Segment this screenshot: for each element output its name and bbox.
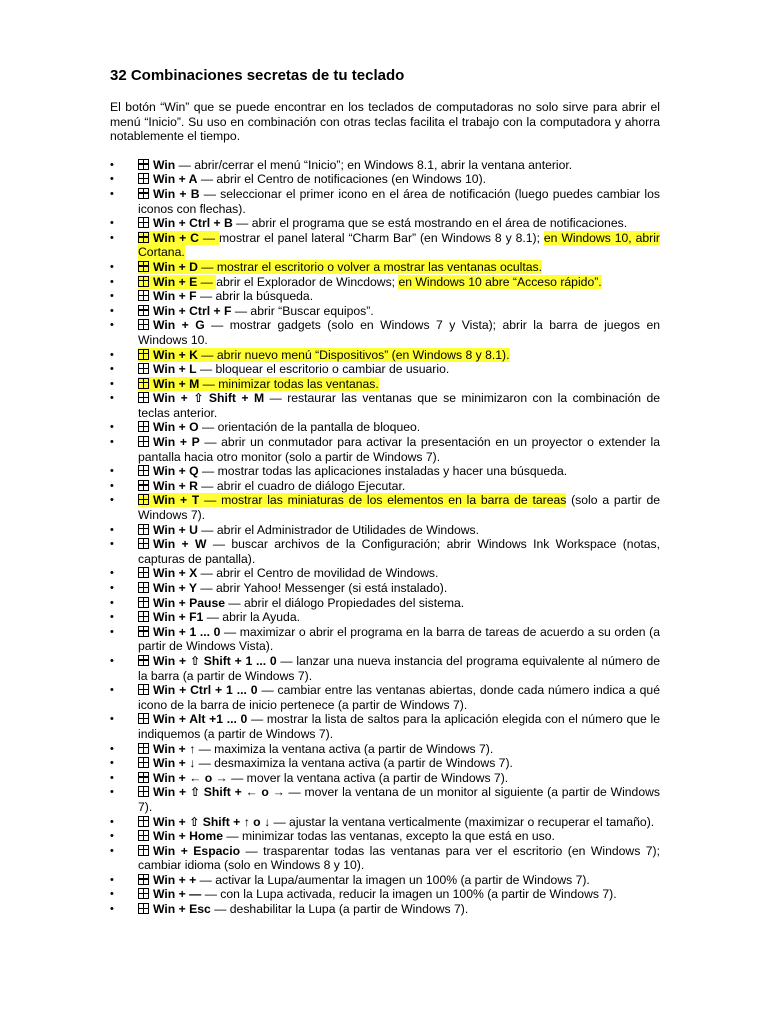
shortcut-description: — minimizar todas las ventanas, excepto la que está en uso. — [222, 829, 555, 844]
shortcut-keys: Win + Home — [153, 829, 223, 844]
shortcut-item — [110, 479, 660, 494]
shortcut-keys-wrapper — [138, 712, 247, 726]
shortcut-keys-wrapper — [138, 785, 285, 799]
shortcut-keys: Win + + — [153, 872, 197, 887]
shortcut-keys-wrapper — [138, 829, 223, 843]
shortcut-list — [110, 158, 660, 917]
shortcut-description: — abrir el programa que se está mostrando en el área de notificaciones. — [232, 216, 628, 231]
shortcut-description: — cambiar entre las ventanas abiertas, donde cada número indica a qué icono de la barra de inicio pertenece (a partir de Windows 7). — [138, 683, 660, 712]
bullet-marker: • — [110, 231, 114, 244]
shortcut-item — [110, 712, 660, 741]
bullet-marker: • — [110, 582, 114, 594]
shortcut-keys: Win + Y — [153, 581, 198, 595]
shortcut-keys: Win + ⇧ Shift + 1 ... 0 — [153, 653, 277, 668]
bullet-marker: • — [110, 377, 114, 390]
bullet-marker: • — [110, 654, 114, 667]
shortcut-keys: Win + Espacio — [153, 843, 241, 858]
shortcut-description-highlighted: — abrir nuevo menú “Dispositivos” (en Windows 8 y 8.1). — [197, 347, 510, 362]
shortcut-keys-wrapper — [138, 742, 195, 756]
shortcut-item — [110, 902, 660, 917]
bullet-marker: • — [110, 830, 114, 843]
shortcut-description: — maximizar o abrir el programa en la barra de tareas de acuerdo a su orden (a partir de Windows Vista). — [138, 624, 660, 654]
windows-key-icon — [138, 567, 149, 578]
windows-key-icon — [138, 743, 149, 754]
shortcut-item — [110, 435, 660, 464]
windows-key-icon — [138, 626, 149, 637]
windows-key-icon — [138, 232, 149, 243]
shortcut-description: — abrir la búsqueda. — [196, 289, 314, 304]
windows-key-icon — [138, 597, 149, 608]
shortcut-keys: Win + F1 — [153, 610, 204, 625]
shortcut-keys-wrapper — [138, 537, 207, 551]
shortcut-keys: Win + ↓ — [153, 756, 196, 771]
shortcut-item — [110, 756, 660, 771]
shortcut-item — [110, 420, 660, 435]
shortcut-keys-wrapper — [138, 683, 258, 697]
shortcut-keys: Win + D — [153, 259, 198, 274]
shortcut-item — [110, 683, 660, 712]
bullet-marker: • — [110, 903, 114, 916]
shortcut-keys-wrapper — [138, 362, 197, 376]
shortcut-item — [110, 391, 660, 420]
shortcut-item — [110, 873, 660, 888]
bullet-marker: • — [110, 173, 114, 186]
bullet-marker: • — [110, 523, 114, 536]
bullet-marker: • — [110, 319, 114, 332]
bullet-marker: • — [110, 479, 114, 492]
shortcut-description: (solo a partir de Windows 7). — [138, 493, 660, 523]
windows-key-icon — [138, 611, 149, 622]
shortcut-item — [110, 537, 660, 566]
shortcut-keys-wrapper — [138, 771, 228, 785]
shortcut-item — [110, 362, 660, 377]
windows-key-icon — [138, 888, 149, 899]
shortcut-keys: Win + ⇧ Shift + ← o → — [153, 785, 285, 800]
shortcut-description: — seleccionar el primer icono en el área de notificación (luego puedes cambiar los iconos con flechas). — [138, 186, 660, 216]
shortcut-keys-wrapper — [138, 158, 175, 172]
windows-key-icon — [138, 378, 149, 389]
bullet-marker: • — [110, 363, 114, 376]
shortcut-keys-wrapper — [138, 377, 199, 391]
shortcut-description-highlighted: — mostrar el escritorio o volver a mostrar las ventanas ocultas. — [197, 259, 543, 274]
windows-key-icon — [138, 421, 149, 432]
shortcut-keys-wrapper — [138, 756, 195, 770]
bullet-marker: • — [110, 625, 114, 638]
shortcut-description: — abrir Yahoo! Messenger (si está instalado). — [197, 581, 448, 595]
shortcut-description: — restaurar las ventanas que se minimizaron con la combinación de teclas anterior. — [138, 391, 660, 420]
shortcut-item — [110, 654, 660, 683]
windows-key-icon — [138, 713, 149, 724]
bullet-marker: • — [110, 158, 114, 171]
bullet-marker: • — [110, 786, 114, 799]
shortcut-description: — abrir el Administrador de Utilidades de Windows. — [197, 522, 480, 537]
windows-key-icon — [138, 392, 149, 403]
windows-key-icon — [138, 786, 149, 797]
shortcut-keys: Win + Pause — [153, 595, 226, 610]
shortcut-item — [110, 815, 660, 830]
shortcut-item — [110, 216, 660, 231]
shortcut-keys-wrapper — [138, 304, 231, 318]
bullet-marker: • — [110, 844, 114, 857]
bullet-marker: • — [110, 538, 114, 551]
shortcut-keys-wrapper — [138, 391, 264, 405]
windows-key-icon — [138, 290, 149, 301]
shortcut-keys-wrapper — [138, 420, 199, 434]
shortcut-item — [110, 610, 660, 625]
document-page — [110, 66, 660, 917]
shortcut-description: — ajustar la ventana verticalmente (maximizar o recuperar el tamaño). — [270, 814, 655, 829]
shortcut-description: — — [198, 230, 220, 245]
windows-key-icon — [138, 538, 149, 549]
shortcut-keys-wrapper — [138, 873, 196, 887]
shortcut-keys: Win + 1 ... 0 — [153, 624, 221, 639]
bullet-marker: • — [110, 260, 114, 273]
shortcut-keys-wrapper — [138, 581, 197, 595]
shortcut-description-highlighted: — minimizar todas las ventanas. — [199, 376, 379, 391]
shortcut-description: — trasparentar todas las ventanas para ver el escritorio (en Windows 7); cambiar idioma (solo en Windows 8 y 10). — [138, 843, 660, 873]
shortcut-description: — abrir el cuadro de diálogo Ejecutar. — [197, 478, 406, 493]
shortcut-item — [110, 887, 660, 902]
bullet-marker: • — [110, 596, 114, 609]
shortcut-item — [110, 172, 660, 187]
bullet-marker: • — [110, 494, 114, 507]
windows-key-icon — [138, 261, 149, 272]
windows-key-icon — [138, 159, 149, 170]
shortcut-item — [110, 231, 660, 260]
bullet-marker: • — [110, 611, 114, 624]
windows-key-icon — [138, 465, 149, 476]
windows-key-icon — [138, 305, 149, 316]
shortcut-item — [110, 289, 660, 304]
windows-key-icon — [138, 173, 149, 184]
shortcut-description: — mostrar la lista de saltos para la aplicación elegida con el número que le indiquemos (a partir de Windows 7). — [138, 712, 660, 741]
shortcut-item — [110, 275, 660, 290]
shortcut-keys-wrapper — [138, 596, 225, 610]
windows-key-icon — [138, 188, 149, 199]
shortcut-description: — abrir el Centro de movilidad de Windows. — [197, 566, 439, 581]
bullet-marker: • — [110, 290, 114, 303]
windows-key-icon — [138, 845, 149, 856]
shortcut-item — [110, 377, 660, 392]
shortcut-keys-wrapper — [138, 435, 200, 449]
shortcut-item — [110, 493, 660, 522]
shortcut-keys: Win + ↑ — [153, 741, 196, 756]
bullet-marker: • — [110, 684, 114, 697]
shortcut-keys: Win + ← o → — [153, 770, 228, 785]
bullet-marker: • — [110, 873, 114, 886]
shortcut-keys: Win + W — [153, 537, 207, 552]
shortcut-description: — bloquear el escritorio o cambiar de usuario. — [196, 362, 450, 377]
shortcut-description: — orientación de la pantalla de bloqueo. — [198, 420, 421, 435]
windows-key-icon — [138, 816, 149, 827]
windows-key-icon — [138, 217, 149, 228]
windows-key-icon — [138, 319, 149, 330]
shortcut-keys-wrapper — [138, 464, 199, 478]
shortcut-keys-wrapper — [138, 216, 233, 230]
shortcut-keys: Win + M — [153, 376, 200, 391]
bullet-marker: • — [110, 187, 114, 200]
bullet-marker: • — [110, 742, 114, 755]
shortcut-item — [110, 158, 660, 173]
windows-key-icon — [138, 684, 149, 695]
shortcut-description: — mostrar gadgets (solo en Windows 7 y Vista); abrir la barra de juegos en Windows 10. — [138, 318, 660, 347]
shortcut-keys-wrapper — [138, 654, 277, 668]
windows-key-icon — [138, 874, 149, 885]
shortcut-item — [110, 596, 660, 611]
windows-key-icon — [138, 582, 149, 593]
bullet-marker: • — [110, 348, 114, 361]
shortcut-keys-wrapper — [138, 275, 197, 289]
shortcut-keys-wrapper — [138, 260, 198, 274]
shortcut-item — [110, 844, 660, 873]
shortcut-item — [110, 304, 660, 319]
shortcut-item — [110, 771, 660, 786]
shortcut-description: — mover la ventana activa (a partir de Windows 7). — [227, 770, 509, 785]
shortcut-keys-wrapper — [138, 844, 240, 858]
shortcut-keys: Win + Esc — [153, 902, 211, 917]
shortcut-description: — buscar archivos de la Configuración; abrir Windows Ink Workspace (notas, capturas de pantalla). — [138, 537, 660, 566]
shortcut-item — [110, 829, 660, 844]
windows-key-icon — [138, 436, 149, 447]
shortcut-keys-wrapper — [138, 625, 220, 639]
shortcut-description: — desmaximiza la ventana activa (a partir de Windows 7). — [195, 756, 513, 771]
shortcut-keys-wrapper — [138, 289, 197, 303]
shortcut-item — [110, 187, 660, 216]
shortcut-description: — abrir un conmutador para activar la presentación en un proyector o extender la pantalla hacia otro monitor (solo a partir de Windows 7). — [138, 435, 661, 464]
windows-key-icon — [138, 363, 149, 374]
shortcut-description: mostrar el panel lateral “Charm Bar” (en Windows 8 y 8.1); — [219, 230, 544, 245]
intro-paragraph: El botón “Win” que se puede encontrar en los teclados de computadoras no solo sirve para abrir el menú “Inicio”. Su uso en combinación con otras teclas facilita el trabajo con la computadora y ahorra notablemente el tiempo. — [110, 100, 660, 144]
bullet-marker: • — [110, 392, 114, 405]
shortcut-keys: Win + Alt +1 ... 0 — [153, 712, 248, 727]
shortcut-keys: Win + — — [153, 887, 202, 902]
shortcut-keys: Win + Ctrl + B — [153, 216, 233, 231]
shortcut-item — [110, 742, 660, 757]
shortcut-description: — maximiza la ventana activa (a partir de Windows 7). — [195, 741, 494, 756]
shortcut-description: — con la Lupa activada, reducir la imagen un 100% (a partir de Windows 7). — [201, 887, 617, 902]
bullet-marker: • — [110, 815, 114, 828]
shortcut-keys-wrapper — [138, 493, 199, 507]
shortcut-description: — abrir el diálogo Propiedades del sistema. — [225, 595, 465, 610]
shortcut-keys-wrapper — [138, 610, 203, 624]
shortcut-description-highlighted: en Windows 10, abrir Cortana. — [138, 230, 660, 260]
shortcut-keys-wrapper — [138, 523, 198, 537]
windows-key-icon — [138, 655, 149, 666]
windows-key-icon — [138, 276, 149, 287]
bullet-marker: • — [110, 275, 114, 288]
shortcut-description: — mover la ventana de un monitor al siguiente (a partir de Windows 7). — [138, 785, 661, 814]
shortcut-keys: Win + L — [153, 362, 197, 377]
bullet-marker: • — [110, 567, 114, 580]
shortcut-item — [110, 785, 660, 814]
shortcut-description: — mostrar todas las aplicaciones instaladas y hacer una búsqueda. — [198, 464, 568, 479]
shortcut-description-highlighted: — mostrar las miniaturas de los elementos en la barra de tareas — [199, 493, 567, 508]
document-title: 32 Combinaciones secretas de tu teclado — [110, 67, 405, 84]
shortcut-item — [110, 523, 660, 538]
windows-key-icon — [138, 349, 149, 360]
shortcut-keys: Win + G — [153, 318, 205, 333]
shortcut-keys: Win + R — [153, 478, 198, 493]
bullet-marker: • — [110, 757, 114, 770]
shortcut-keys: Win + T — [153, 493, 200, 508]
shortcut-description: abrir el Explorador de Wincdows; — [216, 274, 399, 289]
bullet-marker: • — [110, 771, 114, 784]
shortcut-keys-wrapper — [138, 231, 199, 245]
shortcut-item — [110, 625, 660, 654]
shortcut-keys: Win — [153, 157, 176, 172]
shortcut-description: — abrir “Buscar equipos”. — [231, 303, 374, 318]
shortcut-keys-wrapper — [138, 187, 200, 201]
windows-key-icon — [138, 757, 149, 768]
shortcut-keys: Win + ⇧ Shift + ↑ o ↓ — [153, 814, 271, 829]
shortcut-keys-wrapper — [138, 479, 198, 493]
shortcut-keys-wrapper — [138, 902, 211, 916]
windows-key-icon — [138, 524, 149, 535]
bullet-marker: • — [110, 421, 114, 434]
shortcut-description: — deshabilitar la Lupa (a partir de Windows 7). — [210, 902, 469, 917]
bullet-marker: • — [110, 713, 114, 726]
shortcut-item — [110, 581, 660, 596]
bullet-marker: • — [110, 217, 114, 230]
shortcut-keys-wrapper — [138, 172, 197, 186]
shortcut-description-highlighted: — — [197, 274, 217, 289]
shortcut-keys: Win + Q — [153, 464, 199, 479]
shortcut-item — [110, 464, 660, 479]
windows-key-icon — [138, 830, 149, 841]
shortcut-description-highlighted: en Windows 10 abre “Acceso rápido”. — [398, 274, 602, 289]
shortcut-keys: Win + B — [153, 186, 200, 201]
bullet-marker: • — [110, 888, 114, 901]
windows-key-icon — [138, 903, 149, 914]
windows-key-icon — [138, 494, 149, 505]
shortcut-item — [110, 318, 660, 347]
shortcut-keys: Win + E — [153, 274, 198, 289]
shortcut-keys: Win + X — [153, 566, 198, 581]
shortcut-keys: Win + C — [153, 230, 199, 245]
shortcut-description: — lanzar una nueva instancia del programa equivalente al número de la barra (a partir de Windows 7). — [138, 653, 660, 683]
shortcut-keys-wrapper — [138, 815, 270, 829]
shortcut-keys: Win + A — [153, 172, 198, 187]
shortcut-description: — abrir la Ayuda. — [203, 610, 300, 625]
shortcut-keys: Win + O — [153, 420, 199, 435]
shortcut-description: — abrir/cerrar el menú “Inicio”; en Windows 8.1, abrir la ventana anterior. — [175, 157, 573, 172]
bullet-marker: • — [110, 436, 114, 449]
windows-key-icon — [138, 480, 149, 491]
bullet-marker: • — [110, 304, 114, 317]
windows-key-icon — [138, 772, 149, 783]
shortcut-keys: Win + F — [153, 289, 197, 304]
bullet-marker: • — [110, 465, 114, 478]
shortcut-description: — activar la Lupa/aumentar la imagen un 100% (a partir de Windows 7). — [196, 872, 590, 887]
shortcut-keys-wrapper — [138, 318, 205, 332]
shortcut-item — [110, 260, 660, 275]
shortcut-keys: Win + Ctrl + 1 ... 0 — [153, 683, 258, 698]
shortcut-keys: Win + K — [153, 347, 198, 362]
shortcut-keys: Win + Ctrl + F — [153, 303, 232, 318]
shortcut-keys: Win + P — [153, 435, 200, 450]
shortcut-keys: Win + U — [153, 522, 198, 537]
shortcut-item — [110, 348, 660, 363]
shortcut-keys-wrapper — [138, 566, 197, 580]
shortcut-keys-wrapper — [138, 887, 201, 901]
shortcut-description: — abrir el Centro de notificaciones (en Windows 10). — [197, 172, 487, 187]
shortcut-item — [110, 566, 660, 581]
shortcut-keys-wrapper — [138, 348, 198, 362]
shortcut-keys: Win + ⇧ Shift + M — [153, 391, 265, 406]
